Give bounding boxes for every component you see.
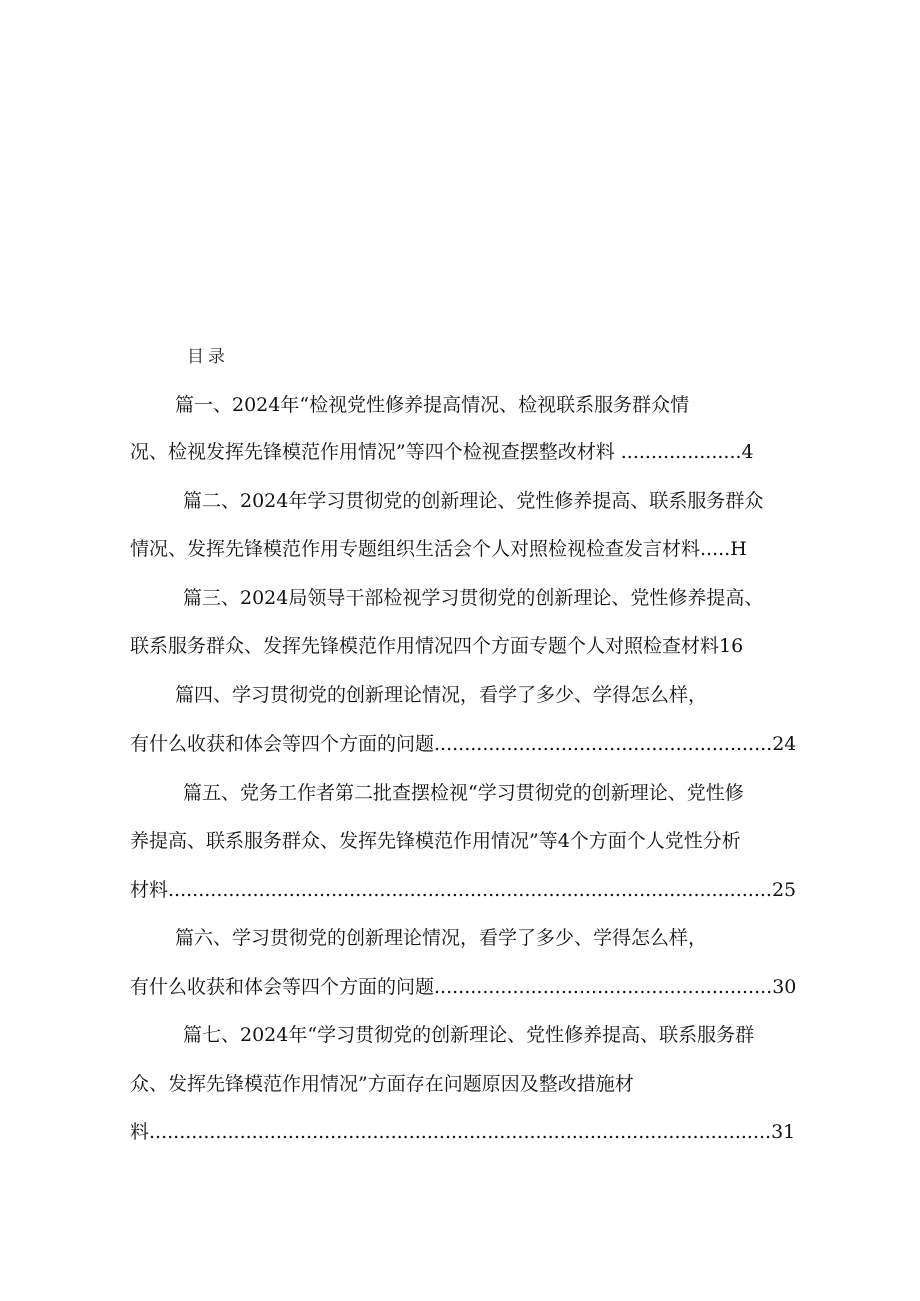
toc-entry-5-line-1: 篇五、党务工作者第二批查摆检视“学习贯彻党的创新理论、党性修 — [183, 782, 744, 804]
toc-entry-7-line-2: 众、发挥先锋模范作用情况”方面存在问题原因及整改措施材 — [130, 1073, 634, 1095]
toc-entry-6-line-2: 有什么收获和体会等四个方面的问题........................................................30 — [130, 976, 797, 998]
toc-entry-7-line-3: 料.......................................................................................................31 — [130, 1121, 796, 1143]
toc-entry-3-line-1: 篇三、2024局领导干部检视学习贯彻党的创新理论、党性修养提高、 — [183, 587, 764, 609]
document-title-line-1 — [0, 146, 920, 190]
document-title-line-2 — [0, 201, 920, 245]
toc-entry-4-line-1: 篇四、学习贯彻党的创新理论情况，看学了多少、学得怎么样， — [175, 684, 708, 706]
toc-entry-2-line-2: 情况、发挥先锋模范作用专题组织生活会个人对照检视检查发言材料.....H — [130, 538, 747, 560]
toc-entry-4-line-2: 有什么收获和体会等四个方面的问题........................................................24 — [130, 733, 797, 755]
toc-entry-1-line-1: 篇一、2024年“检视党性修养提高情况、检视联系服务群众情 — [175, 394, 690, 416]
toc-entry-7-line-1: 篇七、2024年“学习贯彻党的创新理论、党性修养提高、联系服务群 — [183, 1024, 755, 1046]
toc-heading: 目录 — [187, 347, 229, 367]
toc-entry-1-line-2: 况、检视发挥先锋模范作用情况”等四个检视查摆整改材料 ....................4 — [130, 441, 754, 463]
toc-entry-5-line-2: 养提高、联系服务群众、发挥先锋模范作用情况”等4个方面个人党性分析 — [130, 830, 741, 852]
toc-entry-6-line-1: 篇六、学习贯彻党的创新理论情况，看学了多少、学得怎么样， — [175, 927, 708, 949]
toc-entry-5-line-3: 材料....................................................................................................25 — [130, 879, 797, 901]
document-title-line-3 — [0, 256, 920, 300]
toc-entry-2-line-1: 篇二、2024年学习贯彻党的创新理论、党性修养提高、联系服务群众 — [183, 490, 764, 512]
toc-entry-3-line-2: 联系服务群众、发挥先锋模范作用情况四个方面专题个人对照检查材料16 — [130, 635, 744, 657]
